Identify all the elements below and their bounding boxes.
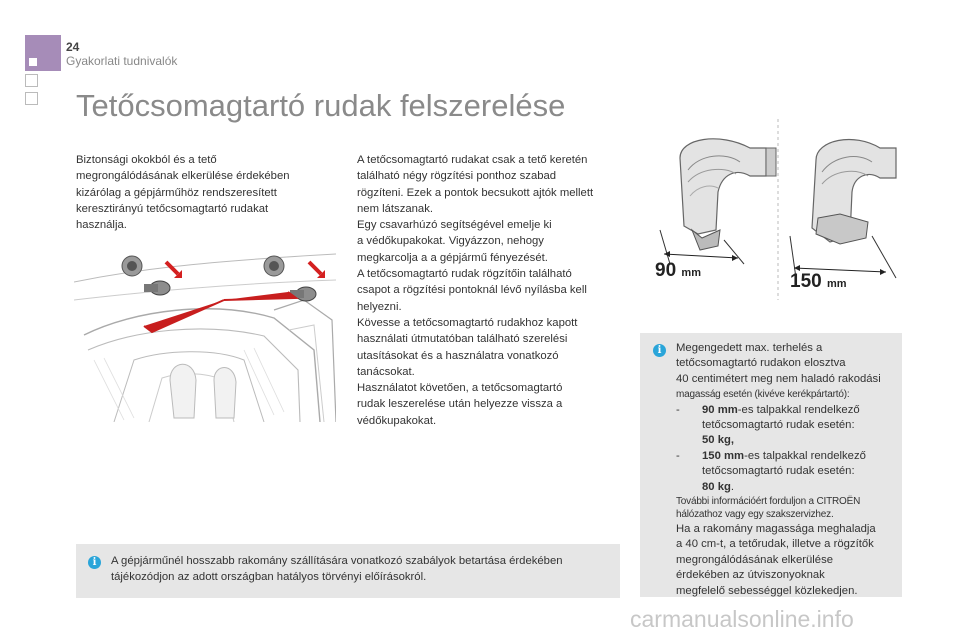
load-item-150mm [676, 449, 898, 495]
legal-info-text [111, 553, 615, 585]
foot-90-value: 90 [655, 260, 677, 281]
info-icon: i [653, 344, 666, 357]
text-line: Megengedett max. terhelés a [676, 342, 823, 354]
text-line: megfelelő sebességgel közlekedjen. [676, 584, 858, 597]
text-line: A tetőcsomagtartó rudak rögzítőin található [357, 268, 572, 281]
text-line: 40 centimétert meg nem haladó rakodási [676, 372, 881, 385]
watermark: carmanualsonline.info [630, 606, 854, 632]
text-line: kizárólag a gépjárműhöz rendszeresített [76, 186, 277, 199]
text-line: használja. [76, 219, 127, 232]
text-line: Biztonsági okokból és a tető [76, 154, 217, 166]
text-line: tájékozódjon az adott országban hatályos törvényi előírásokról. [111, 571, 427, 583]
foot-150-value: 150 [790, 271, 822, 292]
page-number: 24 [66, 40, 80, 54]
tab-dot [29, 58, 37, 66]
load-item-90mm [676, 403, 898, 449]
text-line: csapot a rögzítési pontoknál lévő nyílásba kell [357, 284, 587, 297]
dealer-note [676, 495, 898, 522]
text-line: A tetőcsomagtartó rudakat csak a tető keretén [357, 154, 588, 166]
text-line: További információért forduljon a CITROËN [676, 496, 861, 508]
item-text: tetőcsomagtartó rudak esetén: [702, 419, 855, 432]
load-value: 80 kg [702, 480, 731, 493]
text-line: megrongálódásának elkerülése érdekében [76, 170, 290, 183]
text-line: védőkupakokat. [357, 414, 437, 427]
outline-square-2 [25, 92, 38, 105]
text-line: megkarcolja a a gépjármű fényezését. [357, 251, 548, 264]
left-paragraph [76, 152, 326, 233]
foot-size-bold: 90 mm [702, 403, 738, 416]
car-roof-illustration [74, 240, 336, 422]
info-icon: i [88, 556, 101, 569]
text-line: tanácsokat. [357, 365, 415, 378]
text-line: érdekében az útviszonyoknak [676, 569, 825, 582]
list-dash: - [676, 449, 680, 462]
text-line: rudak leszerelése után helyezze vissza a [357, 398, 563, 411]
text-line: keresztirányú tetőcsomagtartó rudakat [76, 202, 269, 215]
text-line: használati útmutatóban található szerelési [357, 333, 568, 346]
text-line: Kövesse a tetőcsomagtartó rudakhoz kapott [357, 316, 578, 329]
text-line: a 40 cm-t, a tetőrudak, illetve a rögzítők [676, 538, 874, 551]
item-text: -es talpakkal rendelkező [744, 449, 866, 462]
text-line: Egy csavarhúzó segítségével emelje ki [357, 219, 552, 232]
text-line: hálózathoz vagy egy szakszervizhez. [676, 509, 834, 521]
section-name: Gyakorlati tudnivalók [66, 54, 178, 68]
foot-150-unit: mm [826, 278, 847, 290]
text-line: rögzíteni. Ezek a pontok becsukott ajtók mellett [357, 186, 594, 199]
list-dash: - [676, 403, 680, 416]
text-line: található négy rögzítési ponthoz szabad [357, 170, 557, 183]
outline-square-1 [25, 74, 38, 87]
text-line: megrongálódásának elkerülése [676, 553, 834, 566]
foot-90-label [655, 260, 701, 282]
item-text: tetőcsomagtartó rudak esetén: [702, 465, 855, 478]
text-line: utasításokat és a használatra vonatkozó [357, 349, 559, 362]
load-value-trail: . [730, 480, 735, 493]
text-line: A gépjárműnél hosszabb rakomány szállítására vonatkozó szabályok betartása érdekében [111, 555, 563, 567]
text-line: Ha a rakomány magassága meghaladja [676, 522, 876, 535]
item-text: -es talpakkal rendelkező [737, 403, 860, 416]
text-line: helyezni. [357, 300, 402, 313]
middle-paragraph [357, 152, 627, 429]
text-line: a védőkupakokat. Vigyázzon, nehogy [357, 235, 544, 248]
foot-90-unit: mm [681, 267, 701, 279]
text-line: nem látszanak. [357, 202, 433, 215]
text-line: Használatot követően, a tetőcsomagtartó [357, 382, 563, 395]
section-tab-marker [25, 35, 61, 71]
text-line: magasság esetén (kivéve kerékpártartó): [676, 389, 850, 401]
text-line: tetőcsomagtartó rudakon elosztva [676, 357, 846, 370]
foot-150-label [790, 271, 847, 293]
foot-size-bold: 150 mm [702, 449, 745, 462]
page-title: Tetőcsomagtartó rudak felszerelése [76, 88, 566, 123]
load-info-text [676, 341, 898, 599]
load-value: 50 kg, [702, 434, 735, 447]
